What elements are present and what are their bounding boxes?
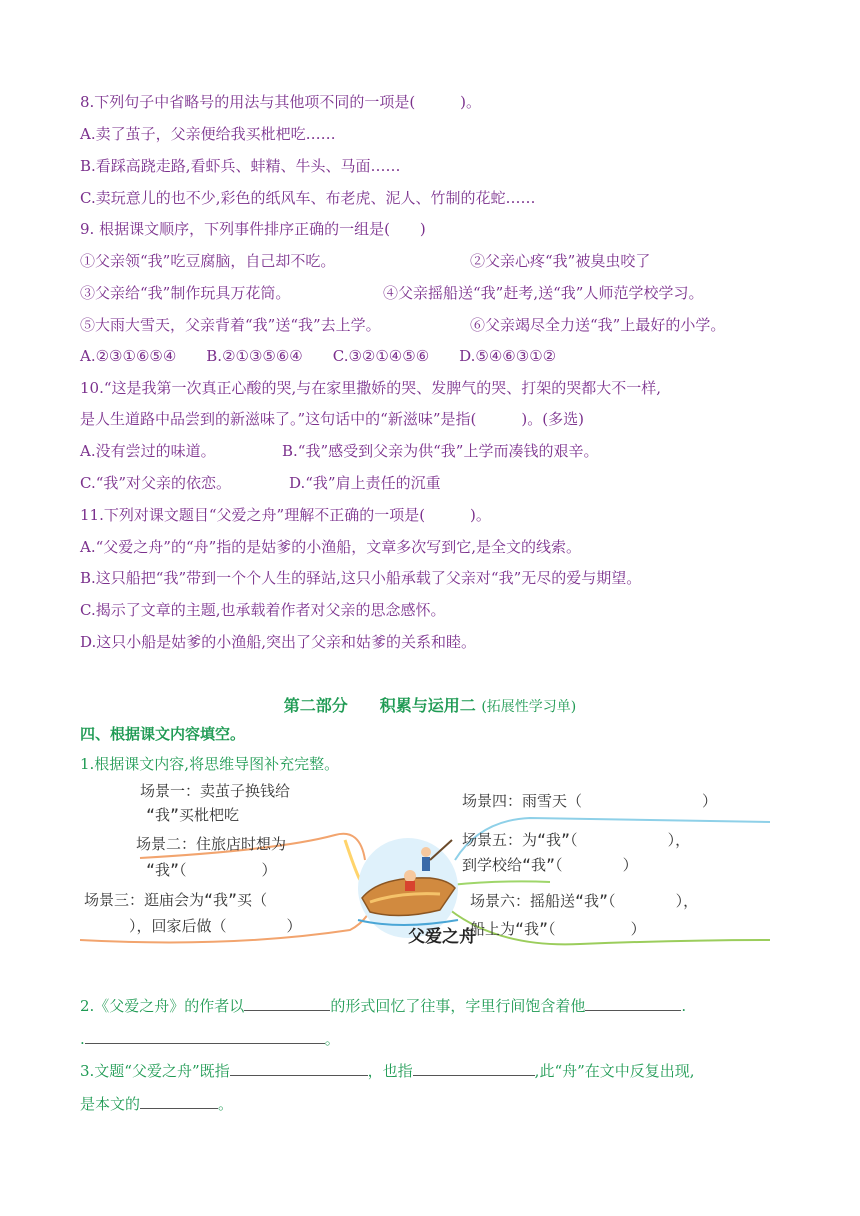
part2-subtitle: (拓展性学习单)	[481, 699, 577, 715]
q2-text-c: .	[681, 997, 687, 1015]
q8-option-a: A.卖了茧子，父亲便给我买枇杷吃……	[80, 125, 336, 143]
scene-3-line1: 场景三：逛庙会为“我”买（	[84, 891, 313, 909]
branch-line-3	[345, 840, 360, 880]
q10-option-c: C.“我”对父亲的依恋。	[80, 474, 232, 492]
q3-text-e: 。	[218, 1095, 234, 1113]
scene-5-line1: 场景五：为“我”（ ），	[462, 831, 691, 849]
scene-1-line1: 场景一：卖茧子换钱给	[140, 782, 291, 800]
q3-blank-1[interactable]	[230, 1061, 368, 1076]
q9-stem: 9. 根据课文顺序，下列事件排序正确的一组是( )	[80, 220, 426, 238]
q8-option-c: C.卖玩意儿的也不少,彩色的纸风车、布老虎、泥人、竹制的花蛇……	[80, 189, 536, 207]
q3-blank-3[interactable]	[140, 1094, 218, 1109]
q1-instruction: 1.根据课文内容,将思维导图补充完整。	[80, 755, 340, 773]
scene-5-line2: 到学校给“我”（ ）	[462, 856, 638, 874]
q3-text-d: 是本文的	[80, 1095, 141, 1113]
q3-blank-2[interactable]	[413, 1061, 535, 1076]
q3-text-a: 3.文题“父爱之舟”既指	[80, 1062, 230, 1080]
q11-option-c: C.揭示了文章的主题,也承载着作者对父亲的思念感怀。	[80, 601, 446, 619]
q11-option-a: A.“父爱之舟”的“舟”指的是姑爹的小渔船，文章多次写到它,是全文的线索。	[80, 538, 582, 556]
mind-map-center-label: 父爱之舟	[408, 927, 476, 947]
q2-blank-3[interactable]	[85, 1029, 325, 1044]
q10-stem-line1: 10.“这是我第一次真正心酸的哭,与在家里撒娇的哭、发脾气的哭、打架的哭都大不一样,	[80, 379, 662, 397]
q8-option-b: B.看踩高跷走路,看虾兵、蚌精、牛头、马面……	[80, 157, 401, 175]
q3-line1	[80, 1061, 695, 1081]
scene-6-line1: 场景六：摇船送“我”（ ），	[470, 892, 699, 910]
q10-option-a: A.没有尝过的味道。	[80, 442, 216, 460]
mind-map	[80, 780, 780, 950]
q10-option-d: D.“我”肩上责任的沉重	[289, 474, 441, 492]
scene-4: 场景四：雨雪天（ ）	[462, 792, 718, 810]
q9-event-1: ①父亲领“我”吃豆腐脑，自己却不吃。	[80, 252, 336, 270]
scene-6-line2: 船上为“我”（ ）	[470, 920, 646, 938]
branch-line-5	[450, 881, 550, 885]
part2-title-text: 第二部分 积累与运用二	[283, 696, 476, 715]
q3-text-b: ，也指	[367, 1062, 413, 1080]
q9-event-4: ④父亲摇船送“我”赶考,送“我”人师范学校学习。	[383, 284, 704, 302]
scene-2-line1: 场景二：住旅店时想为	[136, 835, 287, 853]
part2-title	[0, 693, 860, 716]
q9-event-3: ③父亲给“我”制作玩具万花筒。	[80, 284, 291, 302]
q10-option-b: B.“我”感受到父亲为供“我”上学而凑钱的艰辛。	[282, 442, 599, 460]
q8-stem: 8.下列句子中省略号的用法与其他项不同的一项是( )。	[80, 93, 482, 111]
q2-text-b: 的形式回忆了往事，字里行间饱含着他	[330, 997, 586, 1015]
q2-line2	[80, 1029, 340, 1049]
q2-text-a: 2.《父爱之舟》的作者以	[80, 997, 245, 1015]
q9-event-6: ⑥父亲竭尽全力送“我”上最好的小学。	[470, 316, 726, 334]
q2-line1	[80, 996, 686, 1016]
q2-blank-1[interactable]	[244, 996, 330, 1011]
q9-event-5: ⑤大雨大雪天，父亲背着“我”送“我”去上学。	[80, 316, 381, 334]
q11-option-d: D.这只小船是姑爹的小渔船,突出了父亲和姑爹的关系和睦。	[80, 633, 477, 651]
q2-blank-2[interactable]	[585, 996, 681, 1011]
q3-line2	[80, 1094, 233, 1114]
q9-event-2: ②父亲心疼“我”被臭虫咬了	[470, 252, 651, 270]
q11-stem: 11.下列对课文题目“父爱之舟”理解不正确的一项是( )。	[80, 506, 491, 524]
scene-2-line2: “我”（ ）	[146, 861, 277, 879]
q2-text-d: .	[80, 1030, 85, 1048]
section-4-heading: 四、根据课文内容填空。	[80, 725, 246, 743]
q2-text-e: 。	[324, 1030, 340, 1048]
q11-option-b: B.这只船把“我”带到一个个人生的驿站,这只小船承载了父亲对“我”无尽的爱与期望。	[80, 569, 642, 587]
q9-options: A.②③①⑥⑤④ B.②①③⑤⑥④ C.③②①④⑤⑥ D.⑤④⑥③①②	[80, 347, 557, 365]
scene-1-line2: “我”买枇杷吃	[146, 806, 240, 824]
scene-3-line2: ），回家后做（ ）	[114, 917, 302, 935]
q3-text-c: ,此“舟”在文中反复出现,	[534, 1062, 695, 1080]
q10-stem-line2: 是人生道路中品尝到的新滋味了。”这句话中的“新滋味”是指( )。(多选)	[80, 410, 584, 428]
